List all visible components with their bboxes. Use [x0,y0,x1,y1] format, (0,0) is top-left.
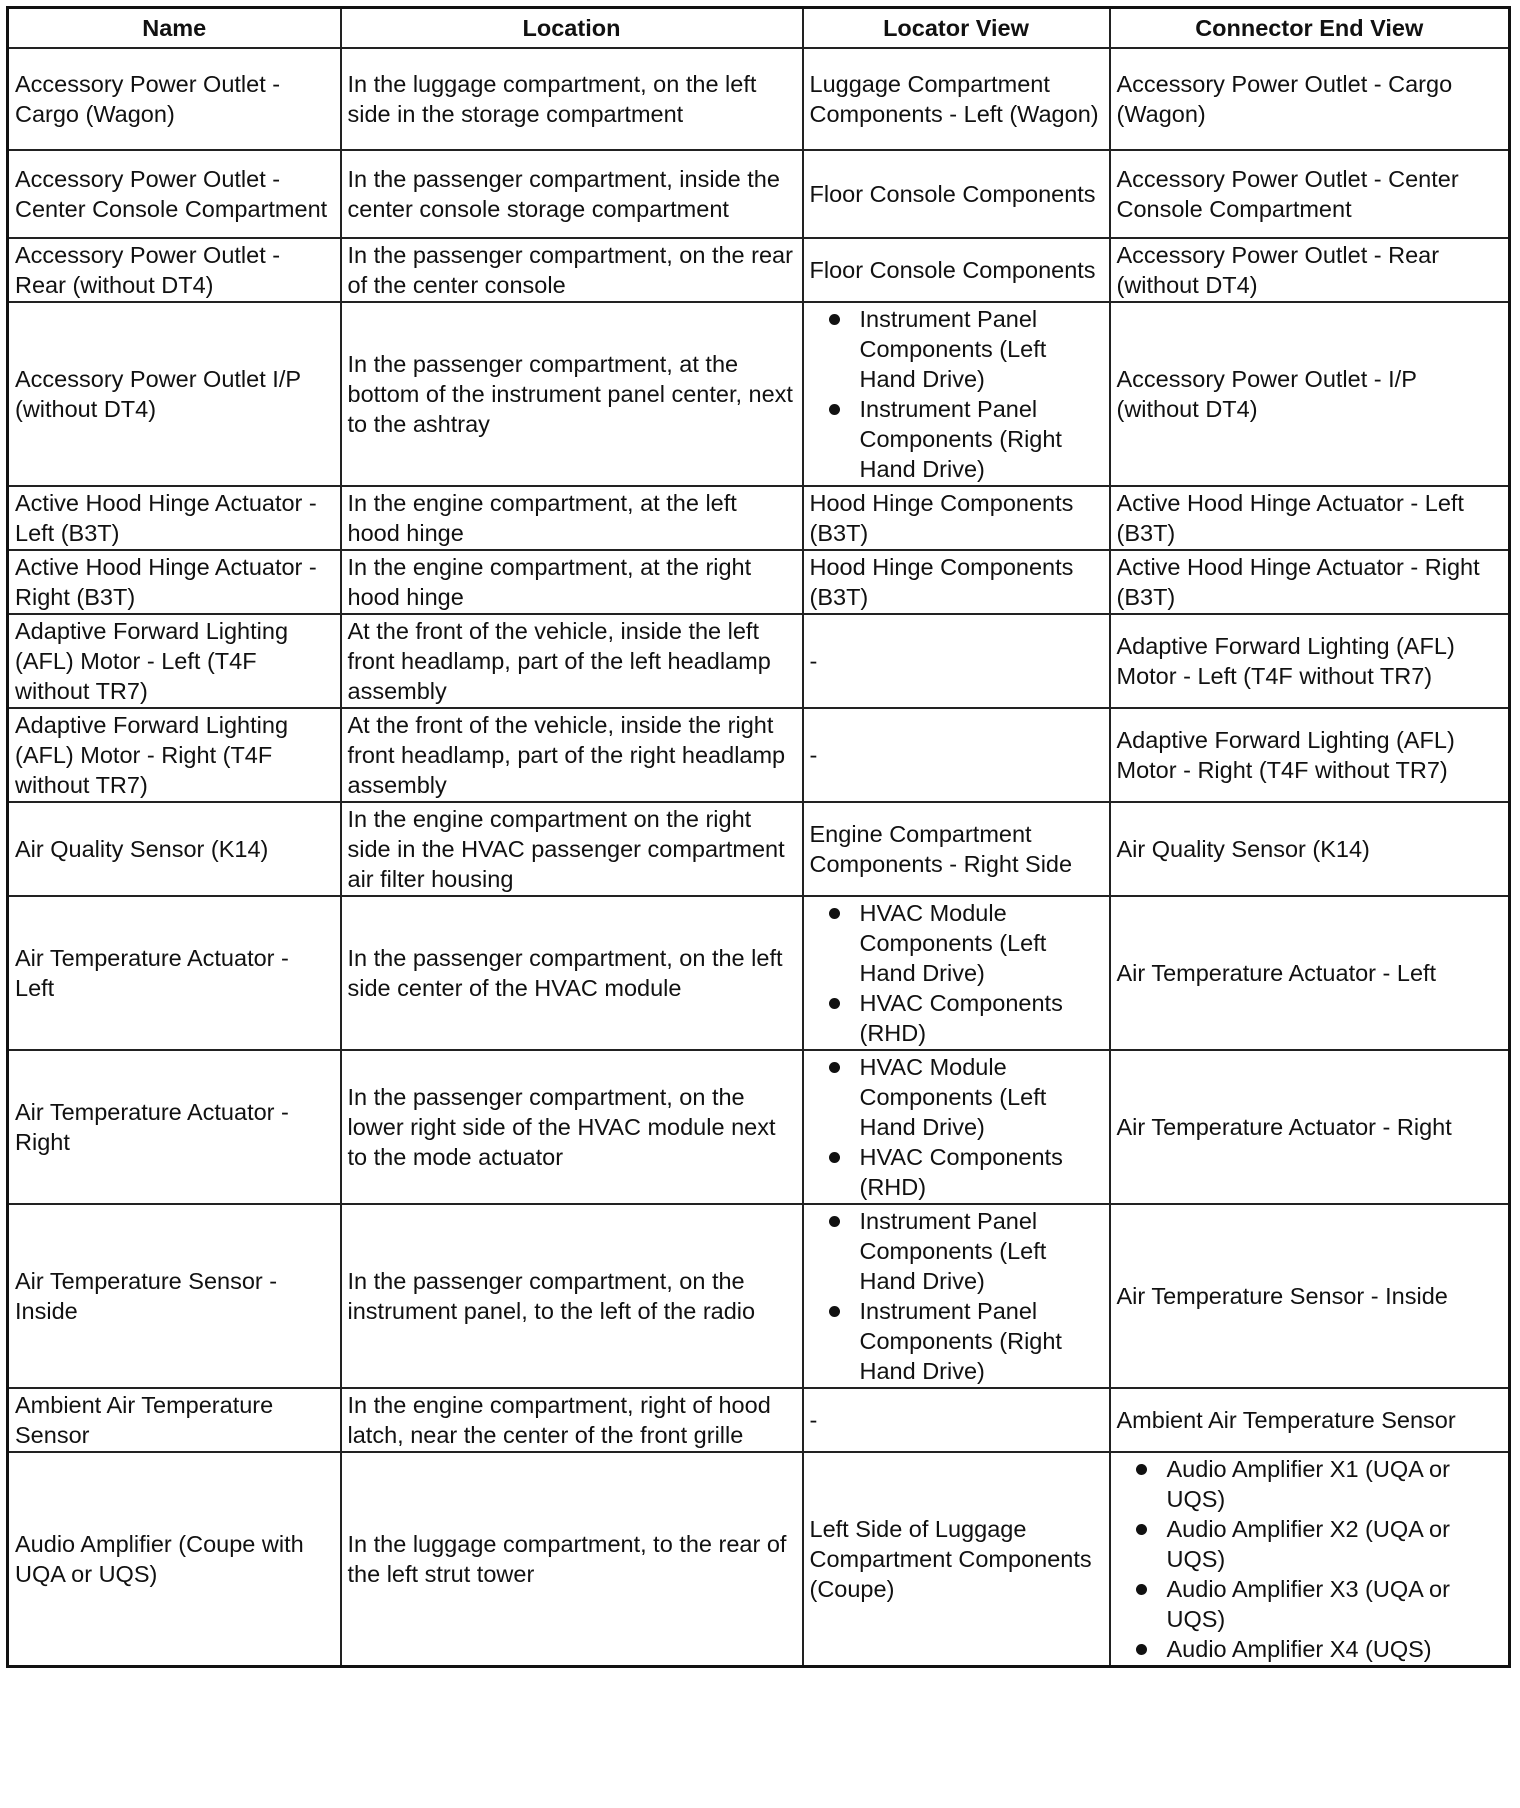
cell-locator-view [803,1204,1110,1388]
column-header-name: Name [8,8,341,49]
bullet-list [810,1206,1103,1386]
cell-connector-end-view: Air Temperature Sensor - Inside [1110,1204,1510,1388]
cell-connector-end-view: Air Temperature Actuator - Right [1110,1050,1510,1204]
bullet-item: Audio Amplifier X2 (UQA or UQS) [1117,1514,1503,1574]
cell-location: In the passenger compartment, on the lower right side of the HVAC module next to the mode actuator [341,1050,803,1204]
bullet-list [810,1052,1103,1202]
cell-name: Air Temperature Actuator - Right [8,1050,341,1204]
cell-locator-view: Hood Hinge Components (B3T) [803,486,1110,550]
bullet-item: Instrument Panel Components (Right Hand Drive) [810,1296,1103,1386]
cell-locator-view: Luggage Compartment Components - Left (Wagon) [803,48,1110,150]
cell-location: In the passenger compartment, on the instrument panel, to the left of the radio [341,1204,803,1388]
cell-connector-end-view: Adaptive Forward Lighting (AFL) Motor - Left (T4F without TR7) [1110,614,1510,708]
cell-location: In the engine compartment, right of hood latch, near the center of the front grille [341,1388,803,1452]
cell-name: Active Hood Hinge Actuator - Right (B3T) [8,550,341,614]
cell-location: In the passenger compartment, at the bottom of the instrument panel center, next to the ashtray [341,302,803,486]
cell-locator-view: - [803,708,1110,802]
cell-name: Active Hood Hinge Actuator - Left (B3T) [8,486,341,550]
bullet-item: Instrument Panel Components (Left Hand Drive) [810,1206,1103,1296]
table-header [8,8,1510,49]
bullet-item: HVAC Components (RHD) [810,988,1103,1048]
table-row [8,614,1510,708]
table-row [8,896,1510,1050]
cell-location: In the passenger compartment, inside the center console storage compartment [341,150,803,238]
table-row [8,1452,1510,1667]
cell-location: In the luggage compartment, on the left side in the storage compartment [341,48,803,150]
cell-name: Ambient Air Temperature Sensor [8,1388,341,1452]
table-row [8,802,1510,896]
bullet-item: Audio Amplifier X1 (UQA or UQS) [1117,1454,1503,1514]
cell-name: Air Temperature Actuator - Left [8,896,341,1050]
bullet-item: Audio Amplifier X4 (UQS) [1117,1634,1503,1664]
table-row [8,1204,1510,1388]
table-row [8,48,1510,150]
cell-locator-view: - [803,614,1110,708]
cell-locator-view: Floor Console Components [803,238,1110,302]
component-locator-table [6,6,1511,1668]
bullet-item: Instrument Panel Components (Left Hand Drive) [810,304,1103,394]
table-row [8,708,1510,802]
cell-location: In the engine compartment, at the left hood hinge [341,486,803,550]
cell-locator-view: Hood Hinge Components (B3T) [803,550,1110,614]
bullet-item: HVAC Components (RHD) [810,1142,1103,1202]
cell-connector-end-view: Adaptive Forward Lighting (AFL) Motor - Right (T4F without TR7) [1110,708,1510,802]
table-row [8,238,1510,302]
table-row [8,486,1510,550]
cell-connector-end-view: Accessory Power Outlet - Center Console Compartment [1110,150,1510,238]
cell-locator-view [803,302,1110,486]
bullet-list [810,304,1103,484]
cell-name: Adaptive Forward Lighting (AFL) Motor - Right (T4F without TR7) [8,708,341,802]
cell-location: In the luggage compartment, to the rear of the left strut tower [341,1452,803,1667]
cell-connector-end-view [1110,1452,1510,1667]
table-row [8,1050,1510,1204]
bullet-list [1117,1454,1503,1664]
cell-location: In the engine compartment on the right side in the HVAC passenger compartment air filter housing [341,802,803,896]
header-row [8,8,1510,49]
table-row [8,550,1510,614]
cell-name: Accessory Power Outlet - Rear (without DT4) [8,238,341,302]
cell-connector-end-view: Active Hood Hinge Actuator - Right (B3T) [1110,550,1510,614]
column-header-locator-view: Locator View [803,8,1110,49]
column-header-connector-end-view: Connector End View [1110,8,1510,49]
column-header-location: Location [341,8,803,49]
table-row [8,302,1510,486]
cell-name: Air Temperature Sensor - Inside [8,1204,341,1388]
cell-locator-view: Engine Compartment Components - Right Side [803,802,1110,896]
table-row [8,150,1510,238]
cell-name: Adaptive Forward Lighting (AFL) Motor - Left (T4F without TR7) [8,614,341,708]
cell-connector-end-view: Accessory Power Outlet - I/P (without DT4) [1110,302,1510,486]
cell-connector-end-view: Ambient Air Temperature Sensor [1110,1388,1510,1452]
cell-connector-end-view: Accessory Power Outlet - Cargo (Wagon) [1110,48,1510,150]
table-body [8,48,1510,1667]
cell-location: At the front of the vehicle, inside the left front headlamp, part of the left headlamp assembly [341,614,803,708]
cell-locator-view: - [803,1388,1110,1452]
cell-locator-view [803,1050,1110,1204]
cell-name: Air Quality Sensor (K14) [8,802,341,896]
table-wrapper [6,6,1508,1668]
cell-locator-view: Floor Console Components [803,150,1110,238]
cell-connector-end-view: Air Temperature Actuator - Left [1110,896,1510,1050]
cell-location: In the engine compartment, at the right hood hinge [341,550,803,614]
bullet-item: HVAC Module Components (Left Hand Drive) [810,1052,1103,1142]
cell-location: At the front of the vehicle, inside the right front headlamp, part of the right headlamp assembly [341,708,803,802]
bullet-item: Audio Amplifier X3 (UQA or UQS) [1117,1574,1503,1634]
cell-location: In the passenger compartment, on the left side center of the HVAC module [341,896,803,1050]
table-row [8,1388,1510,1452]
cell-connector-end-view: Accessory Power Outlet - Rear (without DT4) [1110,238,1510,302]
cell-location: In the passenger compartment, on the rear of the center console [341,238,803,302]
cell-locator-view: Left Side of Luggage Compartment Components (Coupe) [803,1452,1110,1667]
cell-connector-end-view: Air Quality Sensor (K14) [1110,802,1510,896]
bullet-list [810,898,1103,1048]
cell-locator-view [803,896,1110,1050]
bullet-item: HVAC Module Components (Left Hand Drive) [810,898,1103,988]
cell-name: Accessory Power Outlet - Cargo (Wagon) [8,48,341,150]
cell-name: Audio Amplifier (Coupe with UQA or UQS) [8,1452,341,1667]
cell-connector-end-view: Active Hood Hinge Actuator - Left (B3T) [1110,486,1510,550]
cell-name: Accessory Power Outlet - Center Console Compartment [8,150,341,238]
cell-name: Accessory Power Outlet I/P (without DT4) [8,302,341,486]
bullet-item: Instrument Panel Components (Right Hand Drive) [810,394,1103,484]
